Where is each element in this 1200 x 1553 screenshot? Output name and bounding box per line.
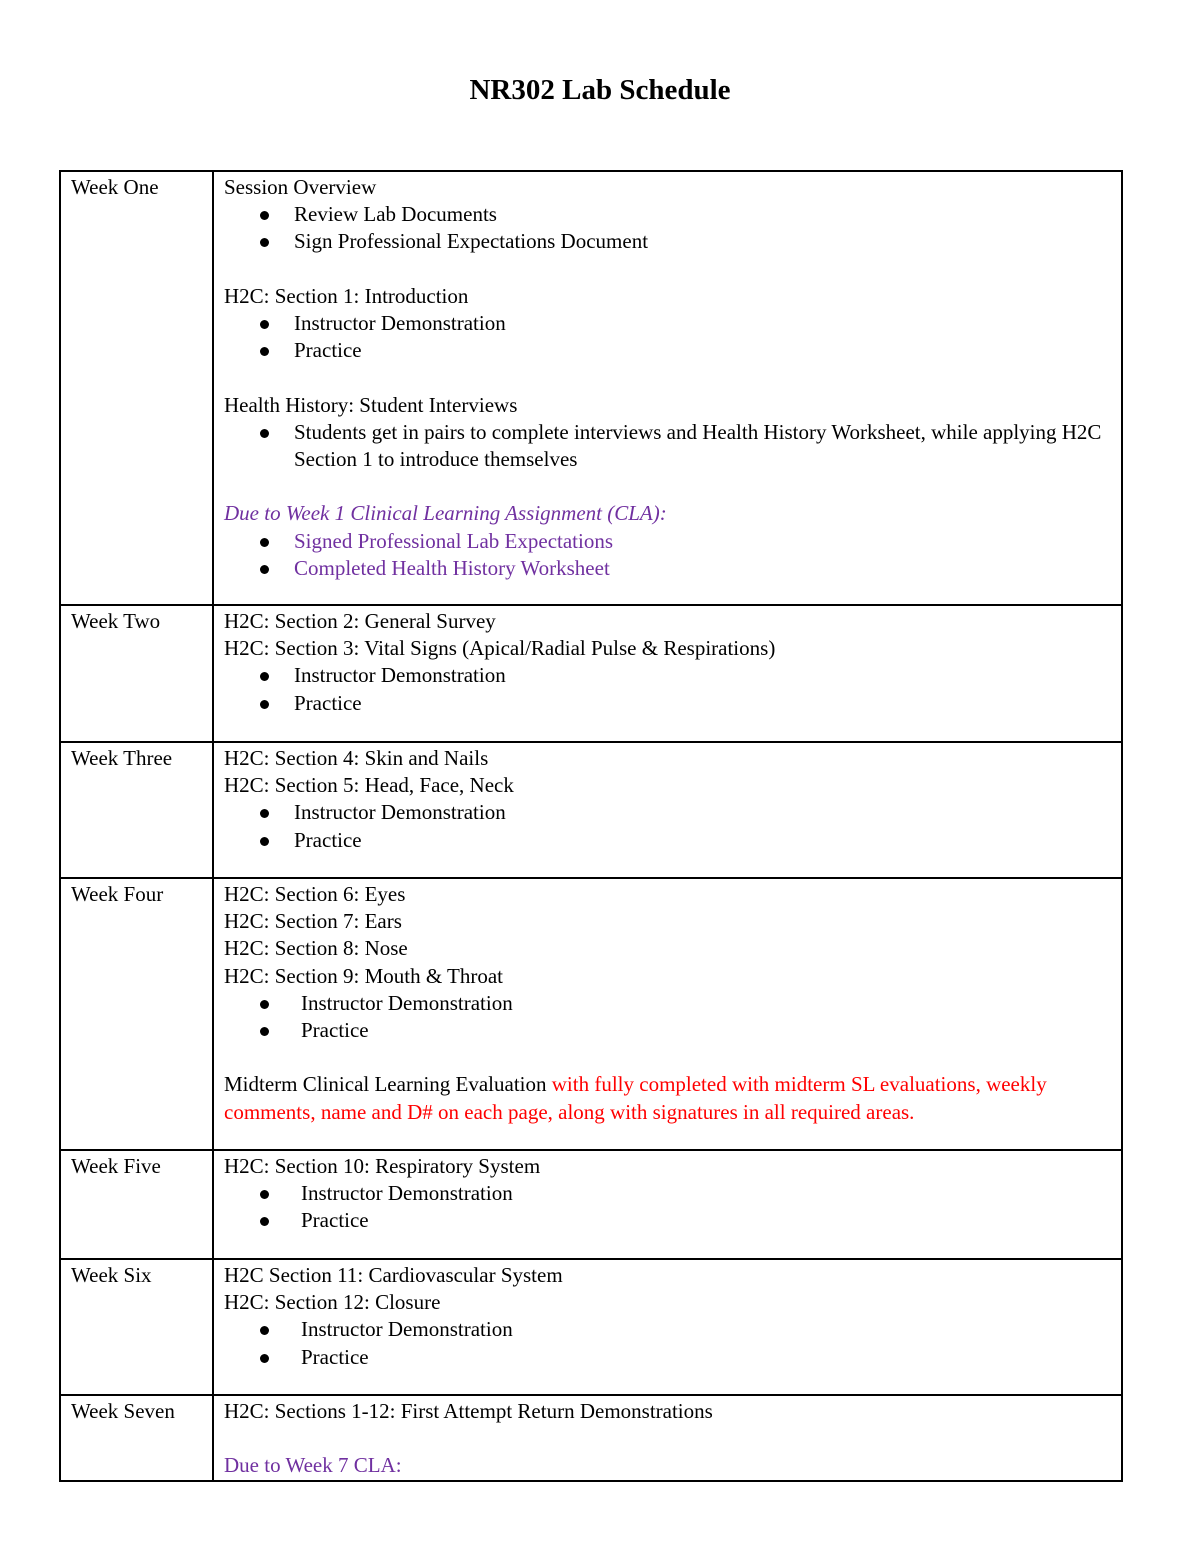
content-line: H2C: Section 4: Skin and Nails [224, 746, 489, 770]
due-heading: Due to Week 7 CLA: [224, 1453, 402, 1478]
midterm-label: Midterm Clinical Learning Evaluation [224, 1072, 547, 1097]
week-label: Week Seven [60, 1395, 213, 1481]
content-line: Health History: Student Interviews [224, 392, 518, 417]
list-item: Signed Professional Lab Expectations [224, 528, 1113, 555]
week-content [213, 742, 1122, 878]
week-content [213, 1259, 1122, 1395]
list-item: Instructor Demonstration [224, 799, 1113, 826]
content-line: H2C: Section 2: General Survey [224, 609, 496, 633]
content-line: H2C: Section 8: Nose [224, 936, 408, 961]
page-title: NR302 Lab Schedule [469, 74, 731, 106]
week-label: Week Five [60, 1150, 213, 1259]
due-bullet-list [224, 528, 1113, 582]
week-content [213, 878, 1122, 1150]
list-item: Instructor Demonstration [224, 310, 1113, 337]
content-line: H2C: Section 12: Closure [224, 1290, 441, 1315]
bullet-list [224, 419, 1113, 473]
week-label: Week Two [60, 605, 213, 742]
lab-schedule-table [59, 170, 1123, 1482]
content-line: H2C: Section 1: Introduction [224, 283, 469, 308]
week-content [213, 605, 1122, 742]
midterm-note [224, 1071, 1113, 1125]
table-row [60, 1150, 1122, 1259]
bullet-list [224, 1180, 1113, 1234]
table-row [60, 878, 1122, 1150]
content-line: H2C: Sections 1-12: First Attempt Return Demonstrations [224, 1399, 713, 1423]
week-content [213, 1395, 1122, 1481]
list-item: Instructor Demonstration [224, 990, 1113, 1017]
table-row [60, 1395, 1122, 1481]
table-row [60, 742, 1122, 878]
list-item: Practice [224, 1207, 1113, 1234]
content-line: Session Overview [224, 175, 377, 199]
due-heading: Due to Week 1 Clinical Learning Assignment (CLA): [224, 501, 667, 526]
content-line: H2C Section 11: Cardiovascular System [224, 1263, 563, 1287]
week-label: Week Six [60, 1259, 213, 1395]
week-label: Week One [60, 171, 213, 605]
list-item: Review Lab Documents [224, 201, 1113, 228]
week-content [213, 171, 1122, 605]
week-label: Week Four [60, 878, 213, 1150]
list-item: Practice [224, 1017, 1113, 1044]
list-item: Practice [224, 1344, 1113, 1371]
table-row [60, 171, 1122, 605]
content-line: H2C: Section 9: Mouth & Throat [224, 963, 504, 988]
table-row [60, 1259, 1122, 1395]
bullet-list [224, 310, 1113, 364]
list-item: Instructor Demonstration [224, 1180, 1113, 1207]
bullet-list [224, 990, 1113, 1044]
bullet-list [224, 662, 1113, 716]
list-item: Practice [224, 827, 1113, 854]
bullet-list [224, 1316, 1113, 1370]
bullet-list [224, 201, 1113, 255]
list-item: Practice [224, 337, 1113, 364]
table-row [60, 605, 1122, 742]
content-line: H2C: Section 10: Respiratory System [224, 1154, 541, 1178]
bullet-list [224, 799, 1113, 853]
list-item: Instructor Demonstration [224, 1316, 1113, 1343]
content-line: H2C: Section 7: Ears [224, 909, 402, 934]
list-item: Practice [224, 690, 1113, 717]
week-content [213, 1150, 1122, 1259]
content-line: H2C: Section 5: Head, Face, Neck [224, 773, 514, 798]
week-label: Week Three [60, 742, 213, 878]
content-line: H2C: Section 3: Vital Signs (Apical/Radial Pulse & Respirations) [224, 636, 776, 661]
midterm-requirements: with fully completed with midterm SL evaluations, weekly comments, name and D# on each page, along with signatures in all required areas. [224, 1072, 1047, 1124]
content-line: H2C: Section 6: Eyes [224, 882, 406, 906]
list-item: Completed Health History Worksheet [224, 555, 1113, 582]
list-item: Sign Professional Expectations Document [224, 228, 1113, 255]
list-item: Instructor Demonstration [224, 662, 1113, 689]
list-item: Students get in pairs to complete interviews and Health History Worksheet, while applying H2C Section 1 to introduce themselves [224, 419, 1113, 473]
